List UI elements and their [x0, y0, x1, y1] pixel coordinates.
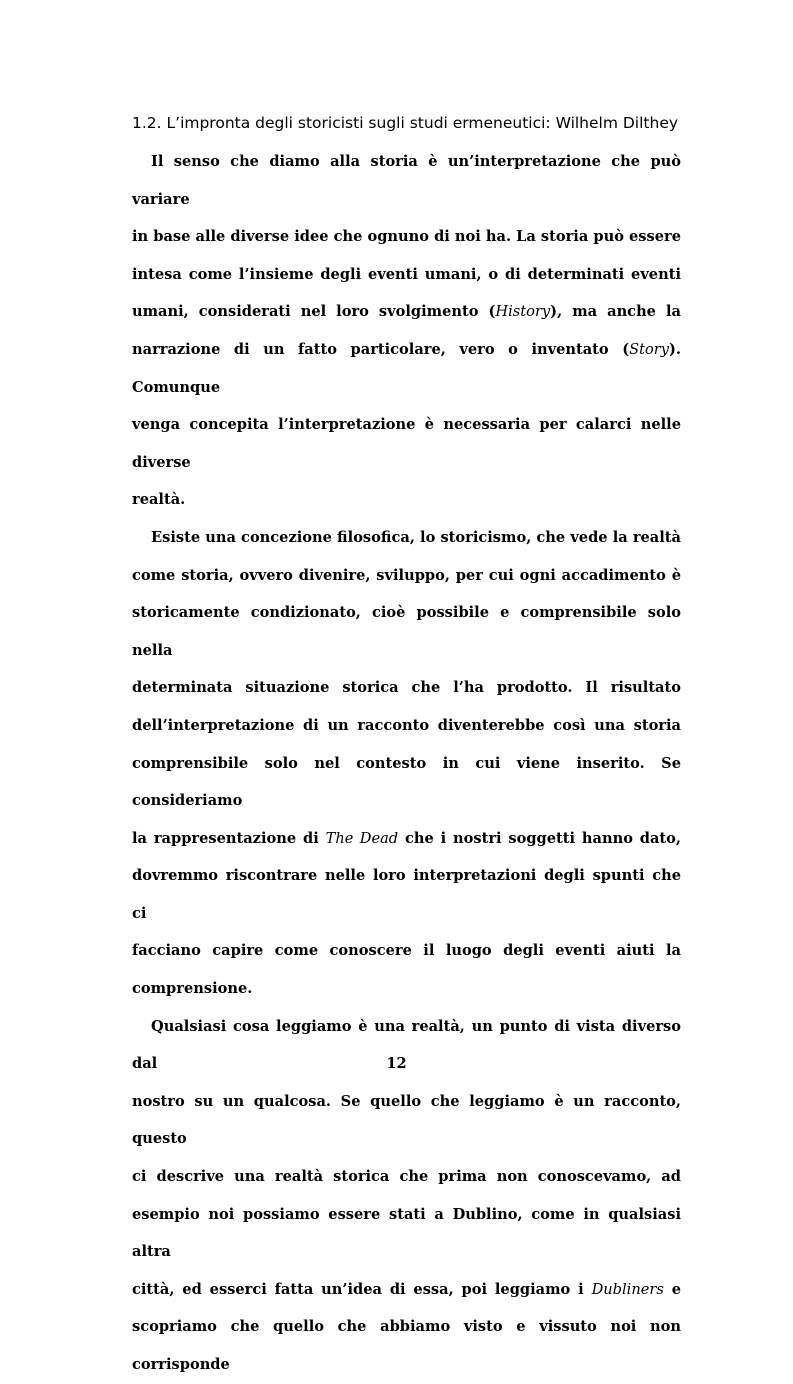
- text-line: nostro su un qualcosa. Se quello che leggiamo è un racconto, questo: [132, 1092, 681, 1148]
- text-line: venga concepita l’interpretazione è necessaria per calarci nelle diverse: [132, 416, 681, 471]
- text-span: umani, considerati nel loro svolgimento (: [132, 303, 496, 321]
- text-line: realtà.: [132, 491, 186, 509]
- text-span: ). Comunque: [132, 340, 681, 396]
- text-line: [132, 1271, 681, 1309]
- italic-term: Story: [629, 340, 669, 358]
- section-heading: 1.2. L’impronta degli storicisti sugli studi ermeneutici: Wilhelm Dilthey: [132, 114, 679, 132]
- italic-term: Dubliners: [591, 1280, 664, 1298]
- text-span: ), ma anche la: [550, 303, 681, 321]
- text-span: città, ed esserci fatta un’idea di essa, poi leggiamo i: [132, 1280, 592, 1298]
- page-body: [132, 113, 681, 1384]
- text-line: esempio noi possiamo essere stati a Dublino, come in qualsiasi altra: [132, 1205, 681, 1261]
- text-line: scopriamo che quello che abbiamo visto e vissuto noi non corrisponde: [132, 1318, 681, 1373]
- text-span: narrazione di un fatto particolare, vero o inventato (: [132, 340, 630, 358]
- paragraph-2: [132, 519, 681, 1008]
- text-line: [132, 143, 681, 218]
- text-line: ci descrive una realtà storica che prima non conoscevamo, ad: [132, 1168, 681, 1186]
- text-line: come storia, ovvero divenire, sviluppo, per cui ogni accadimento è: [132, 566, 681, 584]
- text-line: dovremmo riscontrare nelle loro interpretazioni degli spunti che ci: [132, 867, 681, 922]
- page-number: 12: [386, 1055, 407, 1072]
- text-line: intesa come l’insieme degli eventi umani, o di determinati eventi: [132, 265, 681, 283]
- text-line: [132, 331, 681, 406]
- text-span: Qualsiasi cosa leggiamo è una realtà, un punto di vista diverso dal: [132, 1017, 681, 1073]
- text-line: storicamente condizionato, cioè possibile e comprensibile solo nella: [132, 604, 681, 659]
- text-line: dell’interpretazione di un racconto diventerebbe così una storia: [132, 716, 681, 734]
- text-span: Esiste una concezione filosofica, lo storicismo, che vede la realtà: [151, 528, 681, 546]
- paragraph-1: [132, 143, 681, 519]
- text-line: [132, 293, 681, 331]
- text-line: [132, 820, 681, 858]
- text-span: Il senso che diamo alla storia è un’interpretazione che può variare: [132, 153, 681, 208]
- text-span: che i nostri soggetti hanno dato,: [398, 829, 681, 847]
- italic-term: The Dead: [325, 829, 399, 847]
- text-span: la rappresentazione di: [132, 829, 326, 847]
- text-line: in base alle diverse idee che ognuno di noi ha. La storia può essere: [132, 228, 681, 246]
- text-span: e: [663, 1280, 681, 1298]
- text-line: comprensione.: [132, 980, 253, 998]
- text-line: comprensibile solo nel contesto in cui viene inserito. Se consideriamo: [132, 754, 681, 810]
- italic-term: History: [495, 303, 551, 321]
- text-line: [132, 519, 681, 557]
- text-line: facciano capire come conoscere il luogo degli eventi aiuti la: [132, 942, 681, 960]
- text-line: determinata situazione storica che l’ha prodotto. Il risultato: [132, 679, 681, 697]
